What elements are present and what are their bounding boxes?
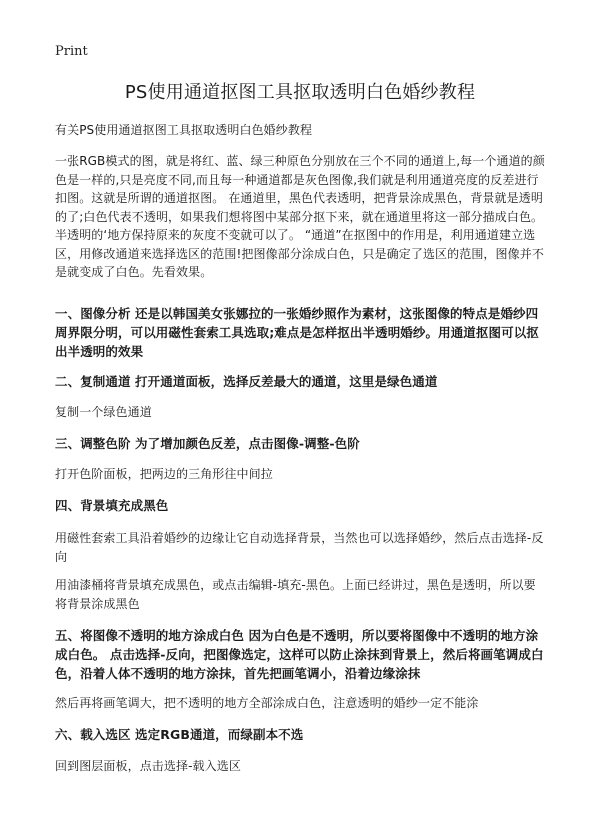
subtitle-text: 有关PS使用通道抠图工具抠取透明白色婚纱教程 [55,123,313,137]
step1-heading: 一、图像分析 还是以韩国美女张娜拉的一张婚纱照作为素材，这张图像的特点是婚纱四周界限分明，可以用磁性套索工具选取;难点是怎样抠出半透明婚纱。用通道抠图可以抠出半透明的效果 [55,306,539,359]
step4-heading: 四、背景填充成黑色 [55,498,169,513]
step5-text: 然后再将画笔调大，把不透明的地方全部涂成白色，注意透明的婚纱一定不能涂 [55,696,479,710]
step3-text: 打开色阶面板，把两边的三角形往中间拉 [55,467,273,481]
step3-heading: 三、调整色阶 为了增加颜色反差，点击图像-调整-色阶 [55,436,360,451]
intro-paragraph: 一张RGB模式的图，就是将红、蓝、绿三种原色分别放在三个不同的通道上,每一个通道的颜色是一样的,只是亮度不同,而且每一种通道都是灰色图像,我们就是利用通道亮度的反差进行扣图。这就是所谓的通道抠图。 在通道里，黑色代表透明，把背景涂成黑色，背景就是透明的了;白色代表不透明，如果我们想将图中某部分抠下来，就在通道里将这一部分描成白色。半透明的‘地方保持原来的灰度不变就可以了。 “通道”在抠图中的作用是，利用通道建立选区，用修改通道来选择选区的范围!把图像部分涂成白色，只是确定了选区的范围，图像并不是就变成了白色。先看效果。 [55,154,545,279]
step6-heading: 六、载入选区 选定RGB通道，而绿副本不选 [55,727,304,742]
step4-text-1: 用磁性套索工具沿着婚纱的边缘让它自动选择背景，当然也可以选择婚纱，然后点击选择-反向 [55,531,544,564]
step4-text-2: 用油漆桶将背景填充成黑色，或点击编辑-填充-黑色。上面已经讲过，黑色是透明，所以要将背景涂成黑色 [55,578,536,611]
step6-text: 回到图层面板，点击选择-载入选区 [55,759,241,773]
page-title: PS使用通道抠图工具抠取透明白色婚纱教程 [124,82,476,103]
step2-heading: 二、复制通道 打开通道面板，选择反差最大的通道，这里是绿色通道 [55,374,438,389]
step5-heading: 五、将图像不透明的地方涂成白色 因为白色是不透明，所以要将图像中不透明的地方涂成白色。 点击选择-反向，把图像选定，这样可以防止涂抹到背景上，然后将画笔调成白色，沿着人体不透明的地方涂抹，首先把画笔调小，沿着边缘涂抹 [55,628,544,681]
step2-text: 复制一个绿色通道 [55,405,152,419]
print-link[interactable]: Print [55,44,88,59]
